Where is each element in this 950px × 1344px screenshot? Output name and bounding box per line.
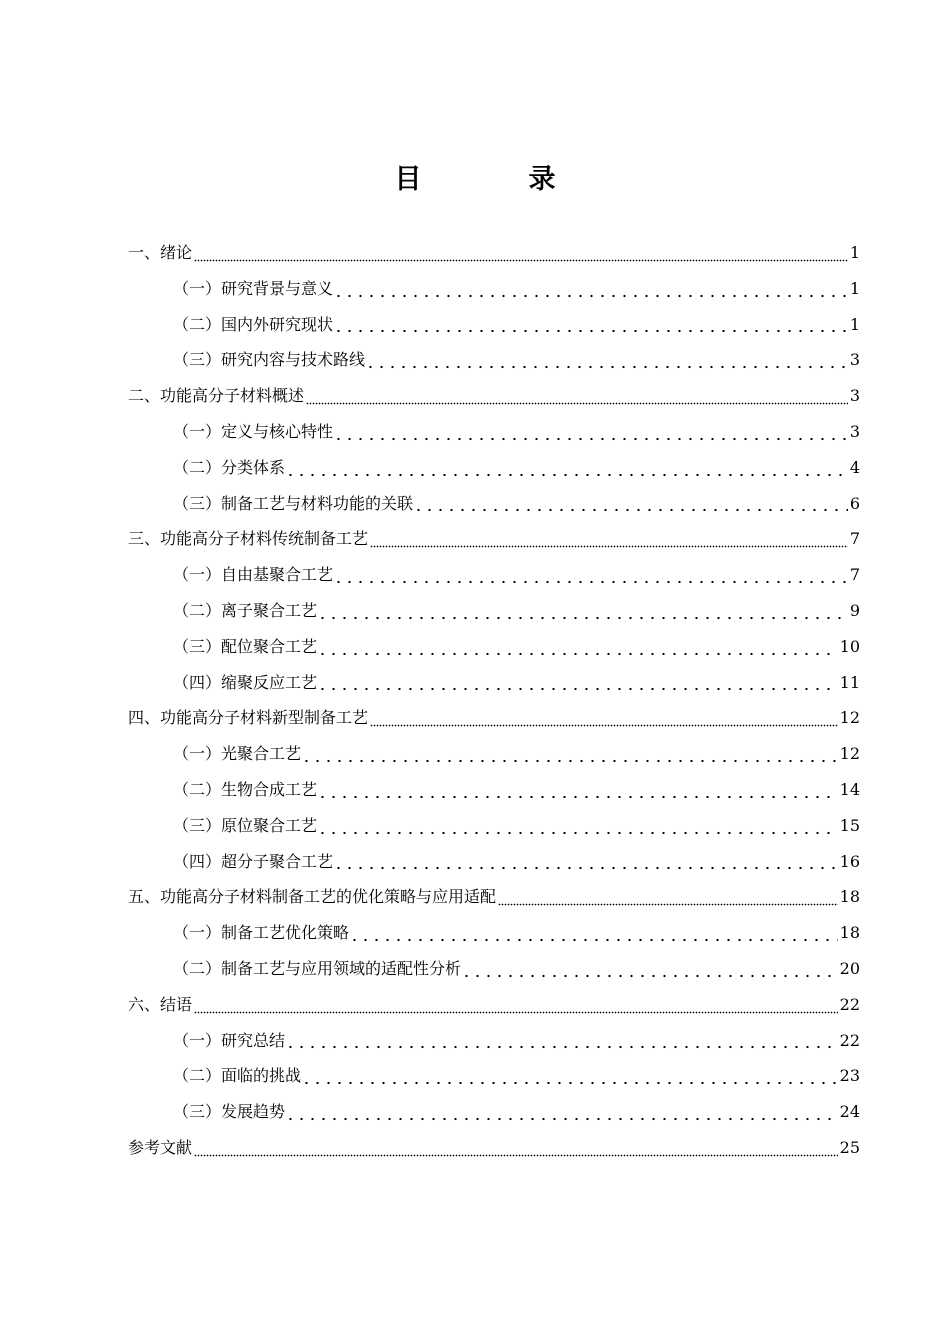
toc-entry-label: （三）原位聚合工艺 (173, 815, 318, 835)
toc-dot-leader (194, 1140, 838, 1160)
toc-entry-label: （二）生物合成工艺 (173, 779, 318, 799)
toc-section-entry[interactable] (128, 808, 860, 844)
toc-page-number: 22 (839, 994, 860, 1014)
toc-page-number: 14 (839, 779, 860, 799)
toc-page-number: 7 (849, 529, 860, 549)
toc-section-entry[interactable] (128, 593, 860, 629)
toc-dot-leader (317, 603, 848, 623)
toc-dot-leader (333, 853, 838, 873)
toc-entry-label: 三、功能高分子材料传统制备工艺 (128, 529, 369, 549)
toc-dot-leader (301, 1068, 838, 1088)
toc-entry-label: （一）光聚合工艺 (173, 744, 302, 764)
toc-dot-leader (317, 674, 838, 694)
toc-page-number: 22 (839, 1030, 860, 1050)
toc-entry-label: （一）定义与核心特性 (173, 421, 334, 441)
toc-dot-leader (317, 639, 838, 659)
toc-section-entry[interactable] (128, 1094, 860, 1130)
toc-section-entry[interactable] (128, 450, 860, 486)
toc-entry-label: （一）研究背景与意义 (173, 278, 334, 298)
toc-page-number: 1 (849, 278, 860, 298)
toc-list (128, 235, 860, 1166)
toc-entry-label: 一、绪论 (128, 243, 193, 262)
toc-entry-label: （三）制备工艺与材料功能的关联 (173, 493, 414, 513)
toc-page-number: 15 (839, 815, 860, 835)
toc-entry-label: （四）超分子聚合工艺 (173, 851, 334, 871)
toc-page-number: 7 (849, 565, 860, 585)
toc-dot-leader (413, 495, 848, 515)
toc-entry-label: 五、功能高分子材料制备工艺的优化策略与应用适配 (128, 887, 497, 907)
toc-section-entry[interactable] (128, 844, 860, 880)
toc-chapter-entry[interactable] (128, 521, 860, 557)
toc-page-number: 10 (839, 636, 860, 656)
toc-section-entry[interactable] (128, 486, 860, 522)
toc-entry-label: （一）研究总结 (173, 1030, 286, 1050)
toc-page-number: 4 (849, 457, 860, 477)
toc-chapter-entry[interactable] (128, 987, 860, 1023)
toc-dot-leader (301, 746, 838, 766)
toc-dot-leader (285, 1104, 838, 1124)
toc-section-entry[interactable] (128, 271, 860, 307)
toc-dot-leader (194, 997, 838, 1017)
toc-entry-label: （二）面临的挑战 (173, 1066, 302, 1086)
toc-chapter-entry[interactable] (128, 700, 860, 736)
toc-dot-leader (317, 818, 838, 838)
toc-section-entry[interactable] (128, 772, 860, 808)
toc-dot-leader (285, 1032, 838, 1052)
toc-page-number: 20 (839, 958, 860, 978)
toc-dot-leader (194, 245, 848, 265)
toc-entry-label: （二）分类体系 (173, 457, 286, 477)
toc-section-entry[interactable] (128, 736, 860, 772)
toc-section-entry[interactable] (128, 665, 860, 701)
toc-section-entry[interactable] (128, 414, 860, 450)
toc-page-number: 18 (839, 887, 860, 907)
toc-page-number: 11 (839, 672, 860, 692)
toc-page-number: 12 (839, 708, 860, 728)
toc-entry-label: 二、功能高分子材料概述 (128, 386, 305, 406)
toc-chapter-entry[interactable] (128, 1130, 860, 1166)
toc-entry-label: （三）发展趋势 (173, 1102, 286, 1122)
toc-entry-label: （一）制备工艺优化策略 (173, 923, 350, 943)
toc-entry-label: （三）研究内容与技术路线 (173, 350, 366, 370)
toc-dot-leader (333, 567, 848, 587)
toc-dot-leader (498, 889, 838, 909)
toc-dot-leader (285, 460, 848, 480)
toc-entry-label: （三）配位聚合工艺 (173, 636, 318, 656)
toc-section-entry[interactable] (128, 915, 860, 951)
toc-chapter-entry[interactable] (128, 235, 860, 271)
toc-chapter-entry[interactable] (128, 378, 860, 414)
toc-dot-leader (333, 316, 848, 336)
toc-dot-leader (370, 710, 838, 730)
toc-page-number: 23 (839, 1066, 860, 1086)
toc-section-entry[interactable] (128, 629, 860, 665)
toc-entry-label: 六、结语 (128, 994, 193, 1014)
toc-section-entry[interactable] (128, 557, 860, 593)
toc-page-number: 3 (849, 386, 860, 406)
toc-page-number: 9 (849, 600, 860, 620)
toc-dot-leader (370, 531, 848, 551)
toc-dot-leader (317, 782, 838, 802)
toc-entry-label: 参考文献 (128, 1137, 193, 1157)
toc-dot-leader (349, 925, 838, 945)
toc-page-number: 3 (849, 350, 860, 370)
toc-page-number: 1 (849, 243, 860, 262)
toc-page-number: 3 (849, 421, 860, 441)
toc-page-number: 1 (849, 314, 860, 334)
toc-section-entry[interactable] (128, 342, 860, 378)
toc-dot-leader (461, 961, 838, 981)
toc-chapter-entry[interactable] (128, 879, 860, 915)
toc-dot-leader (306, 388, 848, 408)
toc-section-entry[interactable] (128, 1023, 860, 1059)
toc-page-number: 25 (839, 1137, 860, 1157)
toc-page-number: 12 (839, 744, 860, 764)
toc-page-number: 18 (839, 923, 860, 943)
toc-entry-label: （二）国内外研究现状 (173, 314, 334, 334)
toc-entry-label: 四、功能高分子材料新型制备工艺 (128, 708, 369, 728)
toc-dot-leader (333, 424, 848, 444)
toc-section-entry[interactable] (128, 1058, 860, 1094)
toc-title: 目 录 (394, 164, 596, 195)
toc-page-number: 6 (849, 493, 860, 513)
toc-section-entry[interactable] (128, 307, 860, 343)
toc-entry-label: （四）缩聚反应工艺 (173, 672, 318, 692)
toc-dot-leader (333, 281, 848, 301)
toc-entry-label: （二）离子聚合工艺 (173, 600, 318, 620)
toc-entry-label: （一）自由基聚合工艺 (173, 565, 334, 585)
toc-section-entry[interactable] (128, 951, 860, 987)
toc-entry-label: （二）制备工艺与应用领域的适配性分析 (173, 958, 462, 978)
toc-page-number: 24 (839, 1102, 860, 1122)
toc-dot-leader (365, 352, 848, 372)
toc-page-number: 16 (839, 851, 860, 871)
